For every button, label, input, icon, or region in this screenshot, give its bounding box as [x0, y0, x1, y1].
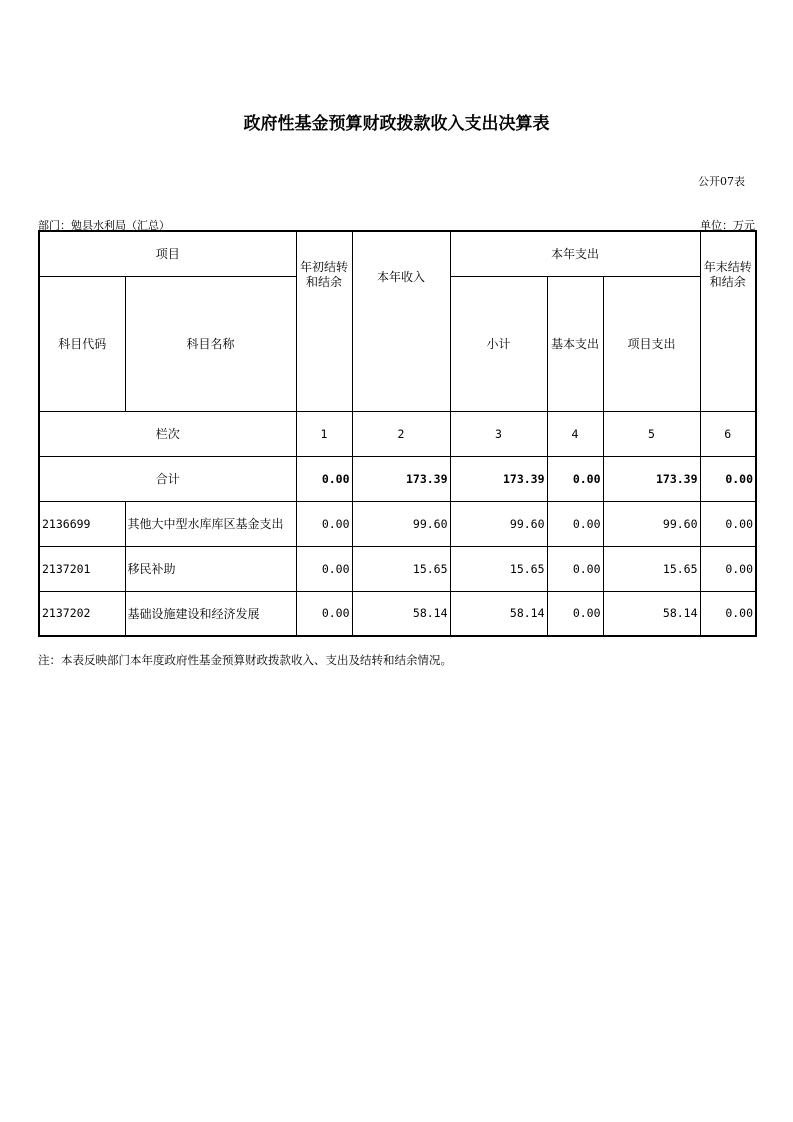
header-expense: 本年支出: [450, 231, 700, 276]
header-item: 项目: [39, 231, 296, 276]
total-value: 0.00: [700, 456, 756, 501]
row-value: 0.00: [700, 501, 756, 546]
column-index-cell: 3: [450, 411, 547, 456]
footnote: 注：本表反映部门本年度政府性基金预算财政拨款收入、支出及结转和结余情况。: [38, 653, 452, 667]
total-value: 173.39: [603, 456, 700, 501]
department-label: 部门：勉县水利局（汇总）: [38, 219, 170, 232]
total-label: 合计: [39, 456, 296, 501]
header-closing: 年末结转和结余: [700, 231, 756, 411]
total-value: 173.39: [450, 456, 547, 501]
header-subtotal: 小计: [450, 276, 547, 411]
row-value: 15.65: [450, 546, 547, 591]
row-value: 58.14: [450, 591, 547, 636]
row-value: 0.00: [296, 501, 352, 546]
column-index-cell: 1: [296, 411, 352, 456]
header-code: 科目代码: [39, 276, 125, 411]
meta-row: [38, 217, 755, 231]
total-row: [39, 456, 756, 501]
row-code: 2137202: [39, 591, 125, 636]
row-value: 99.60: [352, 501, 450, 546]
row-value: 0.00: [296, 591, 352, 636]
row-name: 其他大中型水库库区基金支出: [125, 501, 296, 546]
column-index-row: [39, 411, 756, 456]
row-code: 2137201: [39, 546, 125, 591]
row-value: 0.00: [700, 546, 756, 591]
row-value: 15.65: [603, 546, 700, 591]
column-index-label: 栏次: [39, 411, 296, 456]
row-value: 15.65: [352, 546, 450, 591]
total-value: 0.00: [547, 456, 603, 501]
column-index-cell: 2: [352, 411, 450, 456]
row-value: 0.00: [547, 591, 603, 636]
row-name: 基础设施建设和经济发展: [125, 591, 296, 636]
table-row: [39, 591, 756, 636]
table-row: [39, 546, 756, 591]
row-value: 99.60: [450, 501, 547, 546]
row-value: 0.00: [296, 546, 352, 591]
row-name: 移民补助: [125, 546, 296, 591]
report-table: [38, 230, 757, 637]
table-row: [39, 501, 756, 546]
header-row-1: [39, 231, 756, 276]
header-name: 科目名称: [125, 276, 296, 411]
row-value: 99.60: [603, 501, 700, 546]
unit-label: 单位：万元: [700, 219, 755, 232]
total-value: 173.39: [352, 456, 450, 501]
row-code: 2136699: [39, 501, 125, 546]
row-value: 0.00: [700, 591, 756, 636]
header-basic: 基本支出: [547, 276, 603, 411]
header-income: 本年收入: [352, 231, 450, 411]
header-opening: 年初结转和结余: [296, 231, 352, 411]
row-value: 0.00: [547, 501, 603, 546]
row-value: 0.00: [547, 546, 603, 591]
total-value: 0.00: [296, 456, 352, 501]
column-index-cell: 5: [603, 411, 700, 456]
form-code: 公开07表: [698, 175, 745, 188]
row-value: 58.14: [352, 591, 450, 636]
row-value: 58.14: [603, 591, 700, 636]
column-index-cell: 4: [547, 411, 603, 456]
report-title: 政府性基金预算财政拨款收入支出决算表: [243, 114, 550, 134]
header-project: 项目支出: [603, 276, 700, 411]
column-index-cell: 6: [700, 411, 756, 456]
